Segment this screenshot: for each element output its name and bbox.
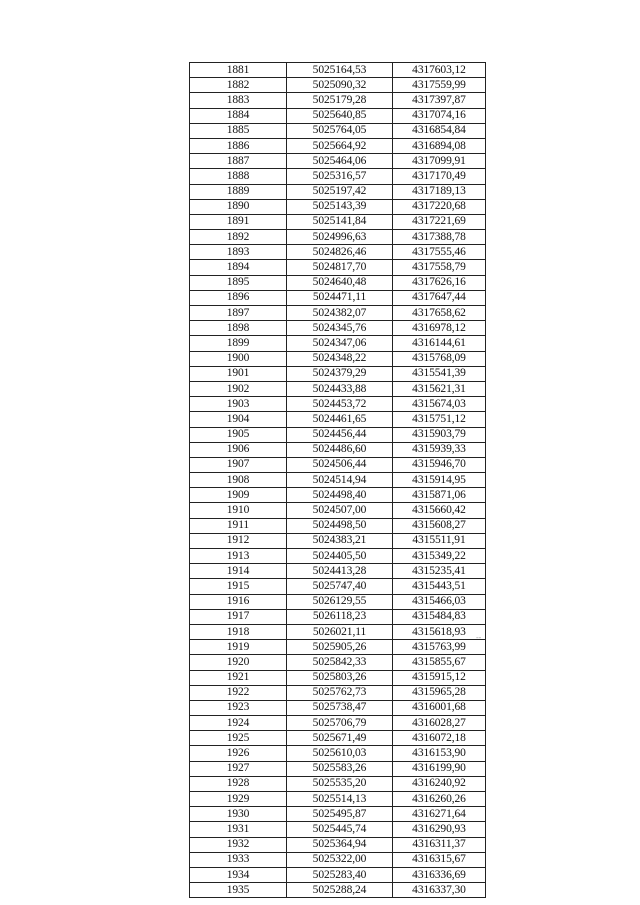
point-number-cell: 1911: [190, 518, 287, 533]
y-coordinate-cell: 4317189,13: [393, 184, 486, 199]
table-row: [190, 63, 486, 78]
x-coordinate-cell: 5025322,00: [287, 852, 393, 867]
x-coordinate-cell: 5025738,47: [287, 700, 393, 715]
point-number-cell: 1889: [190, 184, 287, 199]
point-number-cell: 1922: [190, 685, 287, 700]
x-coordinate-cell: 5025535,20: [287, 776, 393, 791]
point-number-cell: 1881: [190, 63, 287, 78]
table-row: [190, 685, 486, 700]
table-row: [190, 397, 486, 412]
x-coordinate-cell: 5025164,53: [287, 63, 393, 78]
point-number-cell: 1884: [190, 108, 287, 123]
x-coordinate-cell: 5025514,13: [287, 792, 393, 807]
x-coordinate-cell: 5025762,73: [287, 685, 393, 700]
table-row: [190, 412, 486, 427]
table-row: [190, 78, 486, 93]
x-coordinate-cell: 5025842,33: [287, 655, 393, 670]
x-coordinate-cell: 5026118,23: [287, 609, 393, 624]
x-coordinate-cell: 5026021,11: [287, 624, 393, 639]
y-coordinate-cell: 4316028,27: [393, 716, 486, 731]
table-row: [190, 93, 486, 108]
y-coordinate-cell: 4315618,93: [393, 624, 486, 639]
y-coordinate-cell: 4315751,12: [393, 412, 486, 427]
point-number-cell: 1888: [190, 169, 287, 184]
point-number-cell: 1932: [190, 837, 287, 852]
y-coordinate-cell: 4316854,84: [393, 123, 486, 138]
y-coordinate-cell: 4316001,68: [393, 700, 486, 715]
x-coordinate-cell: 5025671,49: [287, 731, 393, 746]
y-coordinate-cell: 4315946,70: [393, 457, 486, 472]
table-row: [190, 351, 486, 366]
point-number-cell: 1913: [190, 549, 287, 564]
point-number-cell: 1914: [190, 564, 287, 579]
x-coordinate-cell: 5025445,74: [287, 822, 393, 837]
table-row: [190, 594, 486, 609]
x-coordinate-cell: 5024498,40: [287, 488, 393, 503]
y-coordinate-cell: 4315965,28: [393, 685, 486, 700]
y-coordinate-cell: 4316144,61: [393, 336, 486, 351]
table-row: [190, 579, 486, 594]
point-number-cell: 1930: [190, 807, 287, 822]
point-number-cell: 1902: [190, 381, 287, 396]
point-number-cell: 1883: [190, 93, 287, 108]
table-row: [190, 306, 486, 321]
y-coordinate-cell: 4316894,08: [393, 138, 486, 153]
x-coordinate-cell: 5024826,46: [287, 245, 393, 260]
x-coordinate-cell: 5024507,00: [287, 503, 393, 518]
x-coordinate-cell: 5024379,29: [287, 366, 393, 381]
coordinates-table: [189, 62, 486, 898]
y-coordinate-cell: 4315484,83: [393, 609, 486, 624]
point-number-cell: 1920: [190, 655, 287, 670]
y-coordinate-cell: 4316153,90: [393, 746, 486, 761]
x-coordinate-cell: 5025747,40: [287, 579, 393, 594]
table-row: [190, 321, 486, 336]
y-coordinate-cell: 4317603,12: [393, 63, 486, 78]
y-coordinate-cell: 4317558,79: [393, 260, 486, 275]
x-coordinate-cell: 5024433,88: [287, 381, 393, 396]
y-coordinate-cell: 4317626,16: [393, 275, 486, 290]
x-coordinate-cell: 5025495,87: [287, 807, 393, 822]
y-coordinate-cell: 4317647,44: [393, 290, 486, 305]
table-row: [190, 245, 486, 260]
point-number-cell: 1909: [190, 488, 287, 503]
table-row: [190, 655, 486, 670]
point-number-cell: 1892: [190, 230, 287, 245]
y-coordinate-cell: 4315915,12: [393, 670, 486, 685]
x-coordinate-cell: 5025583,26: [287, 761, 393, 776]
x-coordinate-cell: 5024817,70: [287, 260, 393, 275]
y-coordinate-cell: 4316271,64: [393, 807, 486, 822]
x-coordinate-cell: 5024486,60: [287, 442, 393, 457]
point-number-cell: 1906: [190, 442, 287, 457]
table-row: [190, 381, 486, 396]
table-row: [190, 533, 486, 548]
x-coordinate-cell: 5024347,06: [287, 336, 393, 351]
table-row: [190, 123, 486, 138]
y-coordinate-cell: 4315763,99: [393, 640, 486, 655]
point-number-cell: 1894: [190, 260, 287, 275]
y-coordinate-cell: 4315511,91: [393, 533, 486, 548]
y-coordinate-cell: 4315349,22: [393, 549, 486, 564]
y-coordinate-cell: 4317221,69: [393, 214, 486, 229]
table-row: [190, 260, 486, 275]
x-coordinate-cell: 5025090,32: [287, 78, 393, 93]
x-coordinate-cell: 5025143,39: [287, 199, 393, 214]
point-number-cell: 1898: [190, 321, 287, 336]
table-row: [190, 761, 486, 776]
table-row: [190, 731, 486, 746]
table-row: [190, 154, 486, 169]
table-row: [190, 503, 486, 518]
coordinates-table-body: [190, 63, 486, 898]
x-coordinate-cell: 5024461,65: [287, 412, 393, 427]
y-coordinate-cell: 4317397,87: [393, 93, 486, 108]
point-number-cell: 1918: [190, 624, 287, 639]
point-number-cell: 1907: [190, 457, 287, 472]
x-coordinate-cell: 5024514,94: [287, 473, 393, 488]
table-row: [190, 336, 486, 351]
table-row: [190, 549, 486, 564]
x-coordinate-cell: 5025364,94: [287, 837, 393, 852]
point-number-cell: 1934: [190, 867, 287, 882]
point-number-cell: 1931: [190, 822, 287, 837]
point-number-cell: 1901: [190, 366, 287, 381]
table-row: [190, 442, 486, 457]
table-row: [190, 624, 486, 639]
x-coordinate-cell: 5025316,57: [287, 169, 393, 184]
point-number-cell: 1927: [190, 761, 287, 776]
y-coordinate-cell: 4315855,67: [393, 655, 486, 670]
point-number-cell: 1891: [190, 214, 287, 229]
x-coordinate-cell: 5026129,55: [287, 594, 393, 609]
table-row: [190, 700, 486, 715]
point-number-cell: 1921: [190, 670, 287, 685]
y-coordinate-cell: 4316315,67: [393, 852, 486, 867]
x-coordinate-cell: 5024453,72: [287, 397, 393, 412]
y-coordinate-cell: 4315871,06: [393, 488, 486, 503]
y-coordinate-cell: 4317658,62: [393, 306, 486, 321]
table-row: [190, 822, 486, 837]
x-coordinate-cell: 5025664,92: [287, 138, 393, 153]
point-number-cell: 1917: [190, 609, 287, 624]
point-number-cell: 1923: [190, 700, 287, 715]
table-row: [190, 184, 486, 199]
x-coordinate-cell: 5025905,26: [287, 640, 393, 655]
table-row: [190, 214, 486, 229]
table-row: [190, 199, 486, 214]
x-coordinate-cell: 5024413,28: [287, 564, 393, 579]
table-row: [190, 852, 486, 867]
x-coordinate-cell: 5025197,42: [287, 184, 393, 199]
point-number-cell: 1908: [190, 473, 287, 488]
table-row: [190, 670, 486, 685]
y-coordinate-cell: 4315608,27: [393, 518, 486, 533]
x-coordinate-cell: 5025803,26: [287, 670, 393, 685]
x-coordinate-cell: 5025179,28: [287, 93, 393, 108]
x-coordinate-cell: 5024498,50: [287, 518, 393, 533]
x-coordinate-cell: 5024348,22: [287, 351, 393, 366]
x-coordinate-cell: 5025610,03: [287, 746, 393, 761]
x-coordinate-cell: 5024405,50: [287, 549, 393, 564]
x-coordinate-cell: 5024506,44: [287, 457, 393, 472]
margin-mark: --: [476, 633, 482, 642]
point-number-cell: 1912: [190, 533, 287, 548]
point-number-cell: 1895: [190, 275, 287, 290]
point-number-cell: 1886: [190, 138, 287, 153]
x-coordinate-cell: 5024345,76: [287, 321, 393, 336]
x-coordinate-cell: 5025764,05: [287, 123, 393, 138]
table-row: [190, 716, 486, 731]
y-coordinate-cell: 4316290,93: [393, 822, 486, 837]
x-coordinate-cell: 5024996,63: [287, 230, 393, 245]
y-coordinate-cell: 4317074,16: [393, 108, 486, 123]
x-coordinate-cell: 5024382,07: [287, 306, 393, 321]
table-row: [190, 776, 486, 791]
point-number-cell: 1904: [190, 412, 287, 427]
y-coordinate-cell: 4316260,26: [393, 792, 486, 807]
table-row: [190, 883, 486, 898]
x-coordinate-cell: 5024383,21: [287, 533, 393, 548]
x-coordinate-cell: 5025288,24: [287, 883, 393, 898]
point-number-cell: 1893: [190, 245, 287, 260]
x-coordinate-cell: 5025640,85: [287, 108, 393, 123]
y-coordinate-cell: 4315939,33: [393, 442, 486, 457]
y-coordinate-cell: 4315621,31: [393, 381, 486, 396]
y-coordinate-cell: 4316337,30: [393, 883, 486, 898]
table-row: [190, 473, 486, 488]
point-number-cell: 1887: [190, 154, 287, 169]
point-number-cell: 1903: [190, 397, 287, 412]
point-number-cell: 1915: [190, 579, 287, 594]
y-coordinate-cell: 4315674,03: [393, 397, 486, 412]
table-row: [190, 427, 486, 442]
point-number-cell: 1900: [190, 351, 287, 366]
point-number-cell: 1929: [190, 792, 287, 807]
table-row: [190, 867, 486, 882]
x-coordinate-cell: 5024640,48: [287, 275, 393, 290]
table-row: [190, 290, 486, 305]
y-coordinate-cell: 4317170,49: [393, 169, 486, 184]
point-number-cell: 1928: [190, 776, 287, 791]
y-coordinate-cell: 4317099,91: [393, 154, 486, 169]
x-coordinate-cell: 5025141,84: [287, 214, 393, 229]
point-number-cell: 1905: [190, 427, 287, 442]
table-row: [190, 640, 486, 655]
point-number-cell: 1935: [190, 883, 287, 898]
y-coordinate-cell: 4316978,12: [393, 321, 486, 336]
point-number-cell: 1885: [190, 123, 287, 138]
y-coordinate-cell: 4316240,92: [393, 776, 486, 791]
y-coordinate-cell: 4315768,09: [393, 351, 486, 366]
table-row: [190, 275, 486, 290]
y-coordinate-cell: 4315466,03: [393, 594, 486, 609]
table-row: [190, 746, 486, 761]
table-row: [190, 837, 486, 852]
point-number-cell: 1896: [190, 290, 287, 305]
y-coordinate-cell: 4317388,78: [393, 230, 486, 245]
point-number-cell: 1925: [190, 731, 287, 746]
y-coordinate-cell: 4317559,99: [393, 78, 486, 93]
table-row: [190, 457, 486, 472]
point-number-cell: 1882: [190, 78, 287, 93]
y-coordinate-cell: 4315443,51: [393, 579, 486, 594]
y-coordinate-cell: 4317220,68: [393, 199, 486, 214]
table-row: [190, 807, 486, 822]
table-row: [190, 564, 486, 579]
point-number-cell: 1899: [190, 336, 287, 351]
table-row: [190, 488, 486, 503]
point-number-cell: 1897: [190, 306, 287, 321]
y-coordinate-cell: 4315541,39: [393, 366, 486, 381]
x-coordinate-cell: 5024471,11: [287, 290, 393, 305]
x-coordinate-cell: 5025464,06: [287, 154, 393, 169]
table-row: [190, 792, 486, 807]
y-coordinate-cell: 4316311,37: [393, 837, 486, 852]
point-number-cell: 1933: [190, 852, 287, 867]
y-coordinate-cell: 4315914,95: [393, 473, 486, 488]
y-coordinate-cell: 4316199,90: [393, 761, 486, 776]
table-row: [190, 138, 486, 153]
y-coordinate-cell: 4317555,46: [393, 245, 486, 260]
point-number-cell: 1910: [190, 503, 287, 518]
point-number-cell: 1919: [190, 640, 287, 655]
y-coordinate-cell: 4315235,41: [393, 564, 486, 579]
table-row: [190, 518, 486, 533]
table-row: [190, 609, 486, 624]
x-coordinate-cell: 5024456,44: [287, 427, 393, 442]
table-row: [190, 108, 486, 123]
point-number-cell: 1924: [190, 716, 287, 731]
y-coordinate-cell: 4316072,18: [393, 731, 486, 746]
y-coordinate-cell: 4315660,42: [393, 503, 486, 518]
x-coordinate-cell: 5025283,40: [287, 867, 393, 882]
table-row: [190, 366, 486, 381]
y-coordinate-cell: 4316336,69: [393, 867, 486, 882]
table-row: [190, 169, 486, 184]
point-number-cell: 1926: [190, 746, 287, 761]
x-coordinate-cell: 5025706,79: [287, 716, 393, 731]
table-row: [190, 230, 486, 245]
point-number-cell: 1890: [190, 199, 287, 214]
point-number-cell: 1916: [190, 594, 287, 609]
y-coordinate-cell: 4315903,79: [393, 427, 486, 442]
